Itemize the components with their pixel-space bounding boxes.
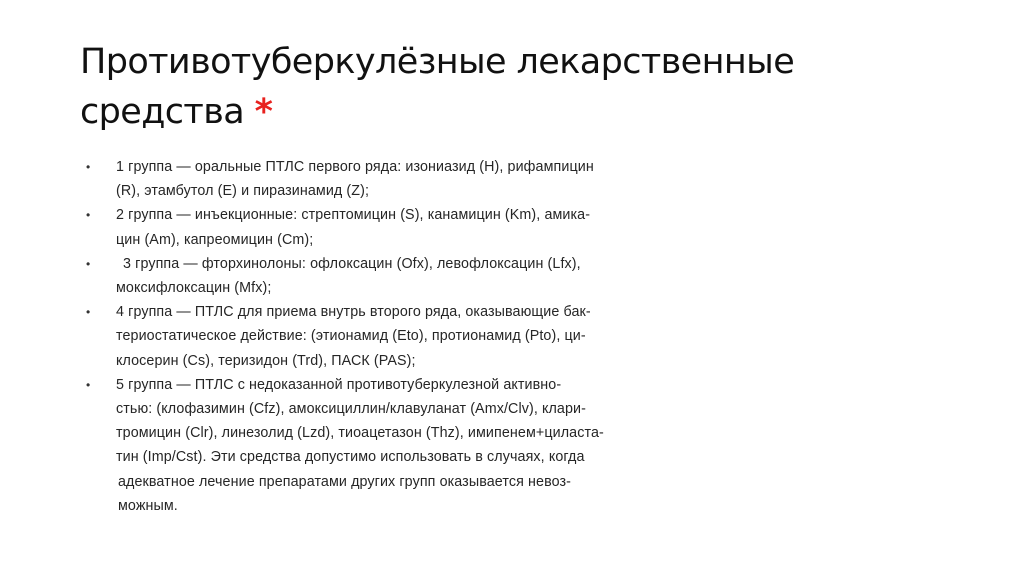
bullet-icon: • xyxy=(86,377,91,392)
bullet-icon: • xyxy=(86,208,91,223)
list-item-group-1 xyxy=(80,155,680,203)
list-item-line: тромицин (Clr), линезолид (Lzd), тиоацетазон (Thz), имипенем+циласта- xyxy=(116,425,604,442)
title-line-1: Противотуберкулёзные лекарственные xyxy=(80,42,795,82)
title-line-2 xyxy=(80,87,940,137)
list-item-line: 5 группа — ПТЛС с недоказанной противотуберкулезной активно- xyxy=(116,376,562,393)
title-line-2-text: средства xyxy=(80,92,245,132)
bullet-icon: • xyxy=(86,160,91,174)
list-item-line: клосерин (Cs), теризидон (Trd), ПАСК (PAS); xyxy=(116,352,416,369)
list-item-group-4 xyxy=(80,300,680,373)
list-item-line: 2 группа — инъекционные: стрептомицин (S), канамицин (Km), амика- xyxy=(116,207,591,224)
list-item-line: цин (Am), капреомицин (Cm); xyxy=(116,231,314,248)
list-item-line: 3 группа — фторхинолоны: офлоксацин (Ofx), левофлоксацин (Lfx), xyxy=(123,255,581,272)
list-item-line: 4 группа — ПТЛС для приема внутрь второго ряда, оказывающие бак- xyxy=(116,304,591,321)
list-item-group-2 xyxy=(80,203,680,251)
list-item-line: 1 группа — оральные ПТЛС первого ряда: изониазид (H), рифампицин xyxy=(116,159,594,175)
list-item-line: тин (Imp/Cst). Эти средства допустимо использовать в случаях, когда xyxy=(116,449,585,466)
footnote-asterisk: * xyxy=(254,92,273,132)
drug-group-list xyxy=(80,155,680,518)
list-item-group-5 xyxy=(80,373,680,518)
list-item-group-3 xyxy=(80,252,680,300)
bullet-icon: • xyxy=(86,305,91,320)
list-item-line: адекватное лечение препаратами других групп оказывается невоз- xyxy=(118,473,572,490)
list-item-line: можным. xyxy=(118,497,178,514)
bullet-icon: • xyxy=(86,256,91,271)
slide-title xyxy=(80,37,940,137)
list-item-line: моксифлоксацин (Mfx); xyxy=(116,280,272,297)
list-item-line: териостатическое действие: (этионамид (Eto), протионамид (Pto), ци- xyxy=(116,328,586,345)
list-item-line: (R), этамбутол (E) и пиразинамид (Z); xyxy=(116,183,370,200)
list-item-line: стью: (клофазимин (Cfz), амоксициллин/клавуланат (Amx/Clv), клари- xyxy=(116,401,586,418)
